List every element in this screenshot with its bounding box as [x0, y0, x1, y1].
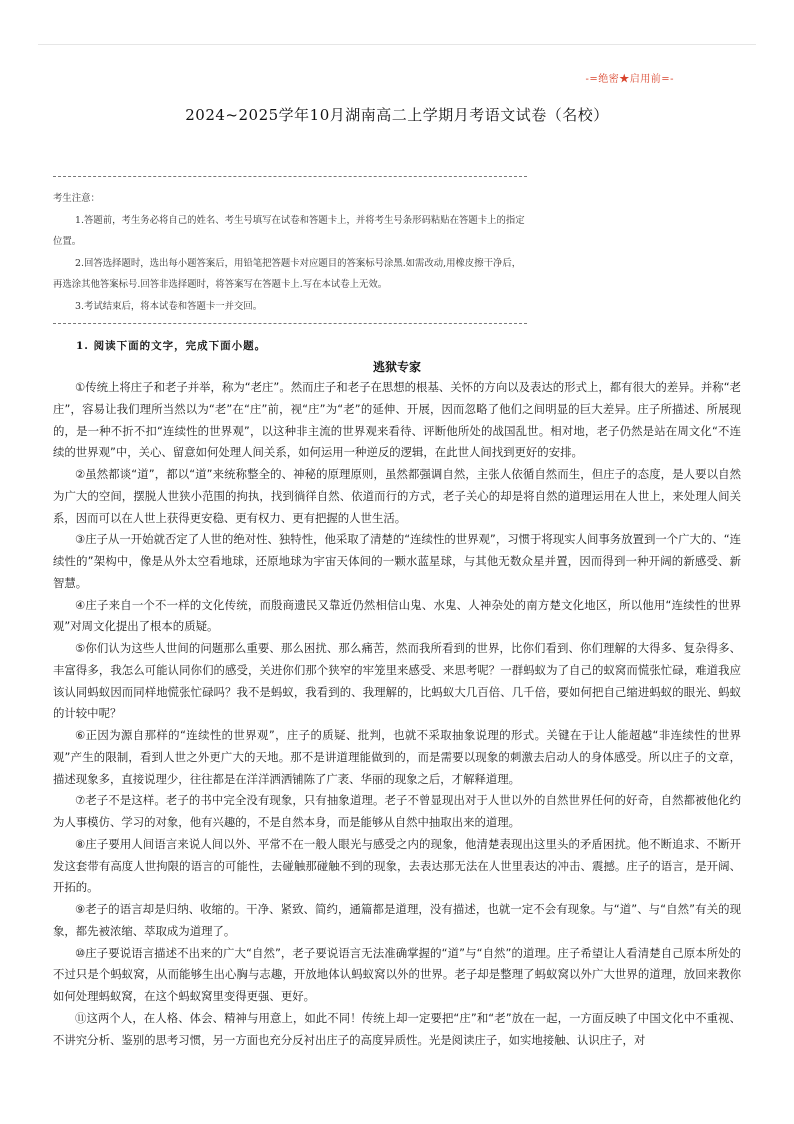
article-paragraph: ⑥正因为源自那样的“连续性的世界观”，庄子的质疑、批判，也就不采取抽象说理的形式。关键在于让人能超越“非连续性的世界观”产生的限制，看到人世之外更广大的天地。那不是讲道理能做到的，而是需要以现象的刺激去启动人的身体感受。所以庄子的文章，描述现象多，直接说理少，往往都是在洋洋洒洒铺陈了广袤、华丽的现象之后，才解释道理。 — [53, 728, 741, 786]
notice-heading: 考生注意： — [53, 193, 100, 204]
article-paragraph: ⑤你们认为这些人世间的问题那么重要、那么困扰、那么痛苦，然而我所看到的世界，比你们看到、你们理解的大得多、复杂得多、丰富得多，我怎么可能认同你们的感受，关进你们那个狭窄的牢笼里来感受、来思考呢？一群蚂蚁为了自己的蚁窝而慌张忙碌，难道我应该认同蚂蚁因而同样地慌张忙碌吗？我不是蚂蚁，我看到的、我理解的，比蚂蚁大几百倍、几千倍，要如何把自己缩进蚂蚁的眼光、蚂蚁的计较中呢？ — [53, 641, 741, 721]
question-prompt: 1. 阅读下面的文字，完成下面小题。 — [76, 340, 267, 352]
article-paragraph: ⑧庄子要用人间语言来说人间以外、平常不在一般人眼光与感受之内的现象，他清楚表现出这里头的矛盾困扰。他不断追求、不断开发这套带有高度人世拘限的语言的可能性，去碰触那碰触不到的现象，去表达那无法在人世里表达的冲击、震撼。庄子的语言，是开阔、开拓的。 — [53, 836, 741, 895]
article-paragraph: ⑦老子不是这样。老子的书中完全没有现象，只有抽象道理。老子不曾显现出对于人世以外的自然世界任何的好奇，自然都被他化约为人事模仿、学习的对象，他有兴趣的，不是自然本身，而是能够从自然中抽取出来的道理。 — [53, 793, 741, 829]
exam-notice — [53, 188, 527, 318]
article-paragraph: ⑩庄子要说语言描述不出来的广大“自然”，老子要说语言无法准确掌握的“道”与“自然”的道理。庄子希望让人看清楚自己原本所处的不过只是个蚂蚁窝，从而能够生出心胸与志趣，开放地体认蚂蚁窝以外的世界。老子却是整理了蚂蚁窝以外广大世界的道理，放回来教你如何处理蚂蚁窝，在这个蚂蚁窝里变得更强、更好。 — [53, 945, 741, 1003]
notice-item: 1.答题前，考生务必将自己的姓名、考生号填写在试卷和答题卡上，并将考生号条形码粘贴在答题卡上的指定位置。 — [53, 214, 525, 248]
article-paragraph: ④庄子来自一个不一样的文化传统，而殷商遗民又靠近仍然相信山鬼、水鬼、人神杂处的南方楚文化地区，所以他用“连续性的世界观”对周文化提出了根本的质疑。 — [53, 597, 741, 634]
article-body — [53, 377, 741, 1051]
notice-top-divider — [53, 176, 527, 177]
article-paragraph: ②虽然都谈“道”，都以“道”来统称整全的、神秘的原理原则，虽然都强调自然，主张人依循自然而生，但庄子的态度，是人要以自然为广大的空间，摆脱人世狭小范围的拘执，找到徜徉自然、依道而行的方式，老子关心的却是将自然的道理运用在人世上，来处理人间关系，因而可以在人世上获得更安稳、更有权力、更有把握的人世生活。 — [53, 467, 741, 525]
article-paragraph: ⑨老子的语言却是归纳、收缩的。干净、紧致、简约，通篇都是道理，没有描述，也就一定不会有现象。与“道”、与“自然”有关的现象，都先被浓缩、萃取成为道理了。 — [53, 902, 741, 938]
article-paragraph: ①传统上将庄子和老子并举，称为“老庄”。然而庄子和老子在思想的根基、关怀的方向以及表达的形式上，都有很大的差异。并称“老庄”，容易让我们理所当然以为“老”在“庄”前，视“庄”为“老”的延伸、开展，因而忽略了他们之间明显的巨大差异。庄子所描述、所展现的，是一种不折不扣“连续性的世界观”，以这种非主流的世界观来看待、评断他所处的战国乱世。相对地，老子仍然是站在周文化“不连续的世界观”中，关心、留意如何处理人间关系，如何运用一种逆反的逻辑，在此世人间找到更好的安排。 — [53, 380, 741, 460]
confidential-label: -=绝密★启用前=- — [585, 74, 674, 85]
article-paragraph: ⑪这两个人，在人格、体会、精神与用意上，如此不同！传统上却一定要把“庄”和“老”放在一起，一方面反映了中国文化中不重视、不讲究分析、鉴别的思考习惯，另一方面也充分反衬出庄子的高度异质性。光是阅读庄子，如实地接触、认识庄子，对 — [53, 1010, 741, 1047]
page-top-rule — [38, 44, 756, 45]
notice-item: 2.回答选择题时，选出每小题答案后，用铅笔把答题卡对应题目的答案标号涂黑.如需改动,用橡皮擦干净后，再选涂其他答案标号.回答非选择题时，将答案写在答题卡上.写在本试卷上无效。 — [53, 257, 522, 291]
notice-item: 3.考试结束后，将本试卷和答题卡一并交回。 — [75, 300, 263, 312]
notice-bottom-divider — [53, 323, 527, 324]
exam-title: 2024~2025学年10月湖南高二上学期月考语文试卷（名校） — [185, 106, 609, 124]
article-paragraph: ③庄子从一开始就否定了人世的绝对性、独特性，他采取了清楚的“连续性的世界观”，习惯于将现实人间事务放置到一个广大的、“连续性的”架构中，像是从外太空看地球，还原地球为宇宙天体间的一颗水蓝星球，与其他无数众星并置，因而得到一种开阔的新感受、新智慧。 — [53, 532, 741, 590]
article-title: 逃狱专家 — [372, 360, 421, 374]
